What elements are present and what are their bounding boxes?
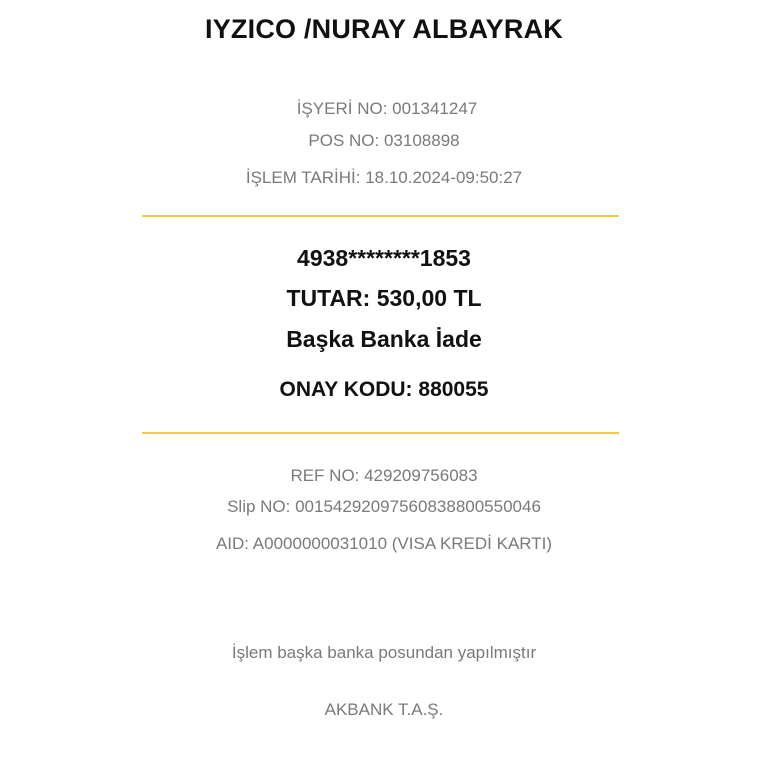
application-id: AID: A0000000031010 (VISA KREDİ KARTI)	[215, 534, 553, 553]
top-divider	[142, 215, 619, 217]
bank-name: AKBANK T.A.Ş.	[324, 700, 444, 719]
reference-number: REF NO: 429209756083	[290, 466, 478, 485]
transaction-type: Başka Banka İade	[286, 326, 482, 352]
merchant-id: İŞYERİ NO: 001341247	[296, 99, 478, 118]
transaction-date: İŞLEM TARİHİ: 18.10.2024-09:50:27	[245, 168, 523, 187]
amount: TUTAR: 530,00 TL	[286, 285, 482, 311]
pos-number: POS NO: 03108898	[308, 131, 460, 150]
transaction-note: İşlem başka banka posundan yapılmıştır	[231, 643, 537, 662]
slip-number: Slip NO: 0015429209756083880055004​6	[227, 497, 541, 516]
bottom-divider	[142, 432, 619, 434]
approval-code: ONAY KODU: 880055	[279, 378, 489, 401]
merchant-name: IYZICO /NURAY ALBAYRAK	[205, 14, 563, 44]
masked-card-number: 4938********1853	[297, 245, 471, 271]
